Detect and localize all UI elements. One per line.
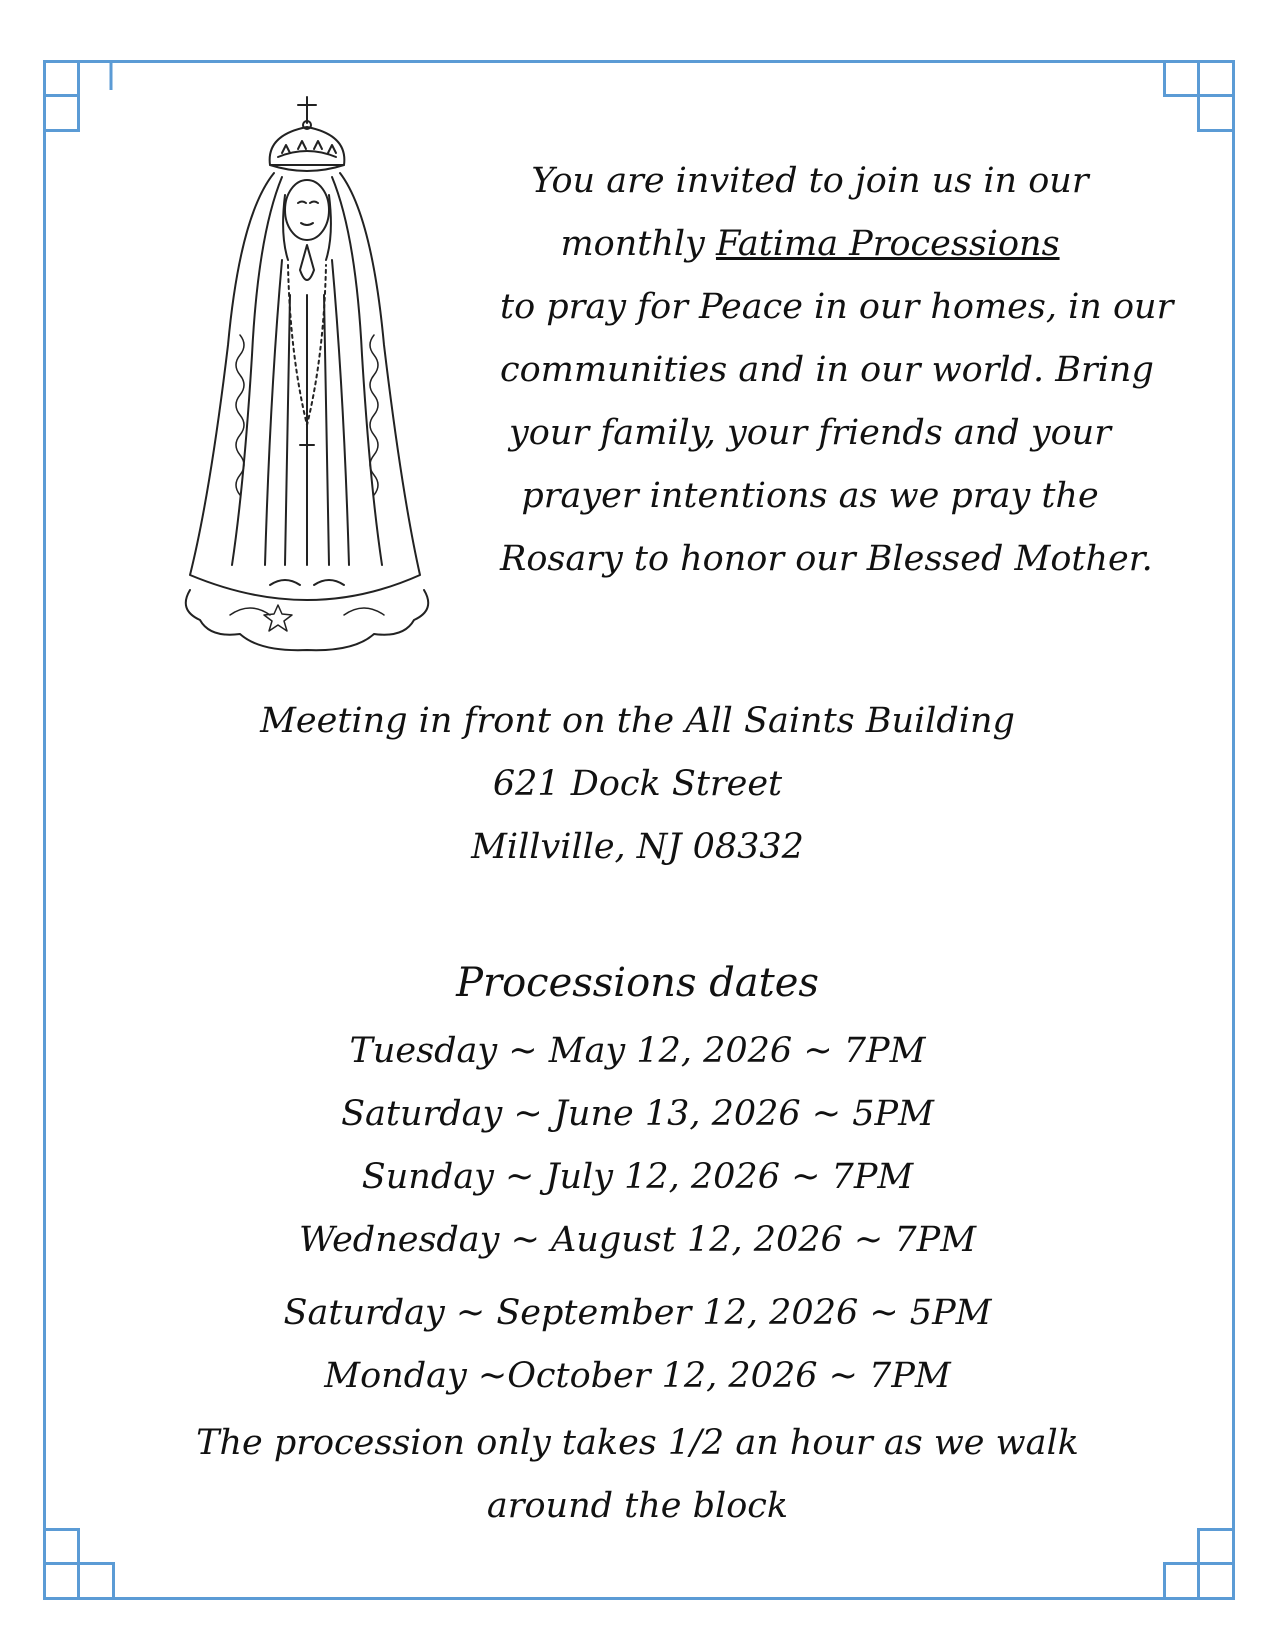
date-item: Wednesday ~ August 12, 2026 ~ 7PM (298, 1220, 977, 1260)
date-item: Saturday ~ September 12, 2026 ~ 5PM (283, 1293, 992, 1333)
invitation-line-5: your family, your friends and your (509, 413, 1111, 453)
date-item: Tuesday ~ May 12, 2026 ~ 7PM (349, 1031, 926, 1071)
dates-heading: Processions dates (456, 960, 819, 1006)
note-line-1: The procession only takes 1/2 an hour as we walk (196, 1423, 1079, 1463)
event-title: Fatima Processions (715, 224, 1060, 264)
meeting-address (100, 690, 1175, 879)
corner-ornament-top-right-icon (1163, 60, 1235, 132)
date-item: Saturday ~ June 13, 2026 ~ 5PM (341, 1094, 934, 1134)
invitation-line-2 (500, 213, 1120, 276)
dates-list (100, 1020, 1175, 1408)
invitation-line-1: You are invited to join us in our (531, 161, 1089, 201)
invitation-line-6: prayer intentions as we pray the (521, 476, 1099, 516)
invitation-line-2-prefix: monthly (560, 224, 716, 264)
meeting-location: Meeting in front on the All Saints Building (260, 701, 1015, 741)
street-address: 621 Dock Street (492, 764, 783, 804)
city-address: Millville, NJ 08332 (471, 827, 804, 867)
date-item: Monday ~October 12, 2026 ~ 7PM (324, 1356, 951, 1396)
invitation-line-7: Rosary to honor our Blessed Mother. (500, 539, 1153, 579)
invitation-line-3: to pray for Peace in our homes, in our (500, 287, 1174, 327)
corner-ornament-bottom-right-icon (1163, 1528, 1235, 1600)
corner-ornament-top-left-icon (43, 60, 115, 132)
our-lady-of-fatima-illustration (170, 95, 430, 655)
corner-ornament-bottom-left-icon (43, 1528, 115, 1600)
note-line-2: around the block (486, 1486, 789, 1526)
invitation-text (500, 150, 1174, 591)
invitation-line-4: communities and in our world. Bring (500, 350, 1154, 390)
procession-note (100, 1412, 1175, 1538)
date-item: Sunday ~ July 12, 2026 ~ 7PM (361, 1157, 914, 1197)
